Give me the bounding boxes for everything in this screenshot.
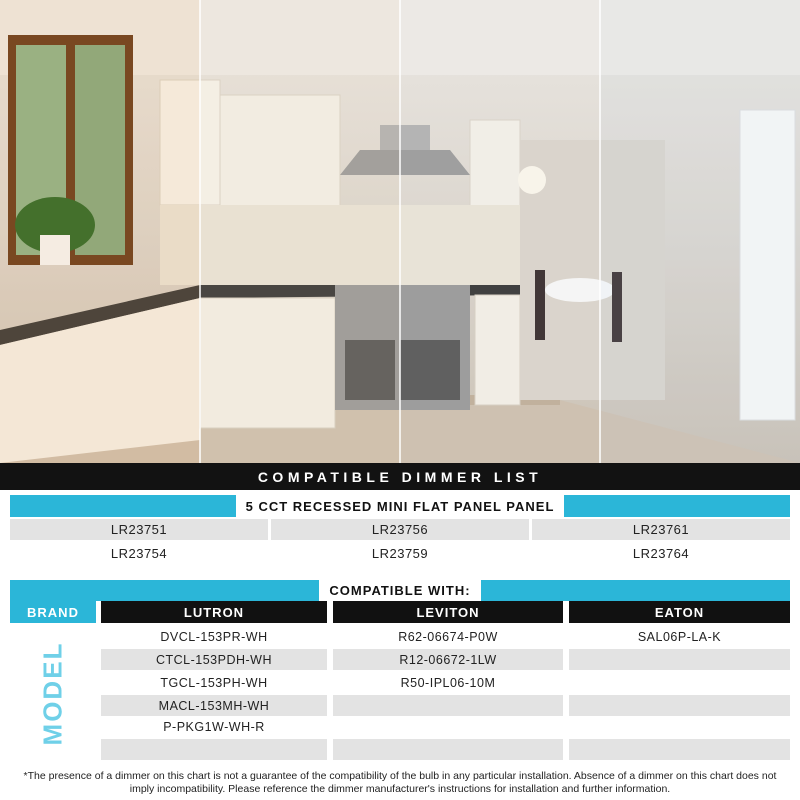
lutron-model-cell: CTCL-153PDH-WH	[101, 649, 327, 670]
eaton-model-cell: SAL06P-LA-K	[569, 626, 790, 647]
color-temp-tint-3	[400, 0, 600, 463]
product-title: 5 CCT RECESSED MINI FLAT PANEL PANEL	[236, 495, 565, 517]
model-label: MODEL	[37, 641, 68, 745]
sku-cell: LR23764	[532, 543, 790, 564]
lutron-model-cell: MACL-153MH-WH	[101, 695, 327, 716]
leviton-model-cell: R62-06674-P0W	[333, 626, 563, 647]
product-header	[10, 495, 790, 517]
eaton-model-cell	[569, 649, 790, 670]
lutron-model-cell: TGCL-153PH-WH	[101, 672, 327, 693]
panel-divider	[199, 0, 201, 463]
brand-header-lutron: LUTRON	[101, 601, 327, 623]
lutron-model-cell: DVCL-153PR-WH	[101, 626, 327, 647]
leviton-model-cell	[333, 739, 563, 760]
disclaimer-footnote: *The presence of a dimmer on this chart is not a guarantee of the compatibility of the bulb in any particular installation. Absence of a dimmer on this chart does not imply incompatibility. Please reference the dimmer manufacturer's instructions for installation and further information.	[23, 770, 777, 795]
color-temp-tint-2	[200, 0, 400, 463]
sku-cell: LR23754	[10, 543, 268, 564]
eaton-model-cell	[569, 672, 790, 693]
compat-header	[10, 580, 790, 601]
color-temp-tint-1	[0, 0, 200, 463]
banner-title: COMPATIBLE DIMMER LIST	[0, 463, 800, 490]
eaton-model-cell	[569, 739, 790, 760]
lutron-model-cell: P-PKG1W-WH-R	[101, 716, 327, 737]
model-column	[10, 626, 96, 760]
panel-divider	[599, 0, 601, 463]
compat-title: COMPATIBLE WITH:	[319, 580, 480, 601]
panel-divider	[399, 0, 401, 463]
sku-grid	[10, 519, 790, 564]
eaton-model-cell	[569, 716, 790, 737]
color-temp-tint-4	[600, 0, 800, 463]
leviton-model-cell: R12-06672-1LW	[333, 649, 563, 670]
brand-header: BRAND	[10, 601, 96, 623]
lutron-model-cell	[101, 739, 327, 760]
sku-cell: LR23761	[532, 519, 790, 540]
sku-cell: LR23751	[10, 519, 268, 540]
leviton-model-cell	[333, 716, 563, 737]
sku-cell: LR23756	[271, 519, 529, 540]
leviton-model-cell	[333, 695, 563, 716]
brand-header-eaton: EATON	[569, 601, 790, 623]
sku-cell: LR23759	[271, 543, 529, 564]
eaton-model-cell	[569, 695, 790, 716]
leviton-model-cell: R50-IPL06-10M	[333, 672, 563, 693]
brand-header-leviton: LEVITON	[333, 601, 563, 623]
